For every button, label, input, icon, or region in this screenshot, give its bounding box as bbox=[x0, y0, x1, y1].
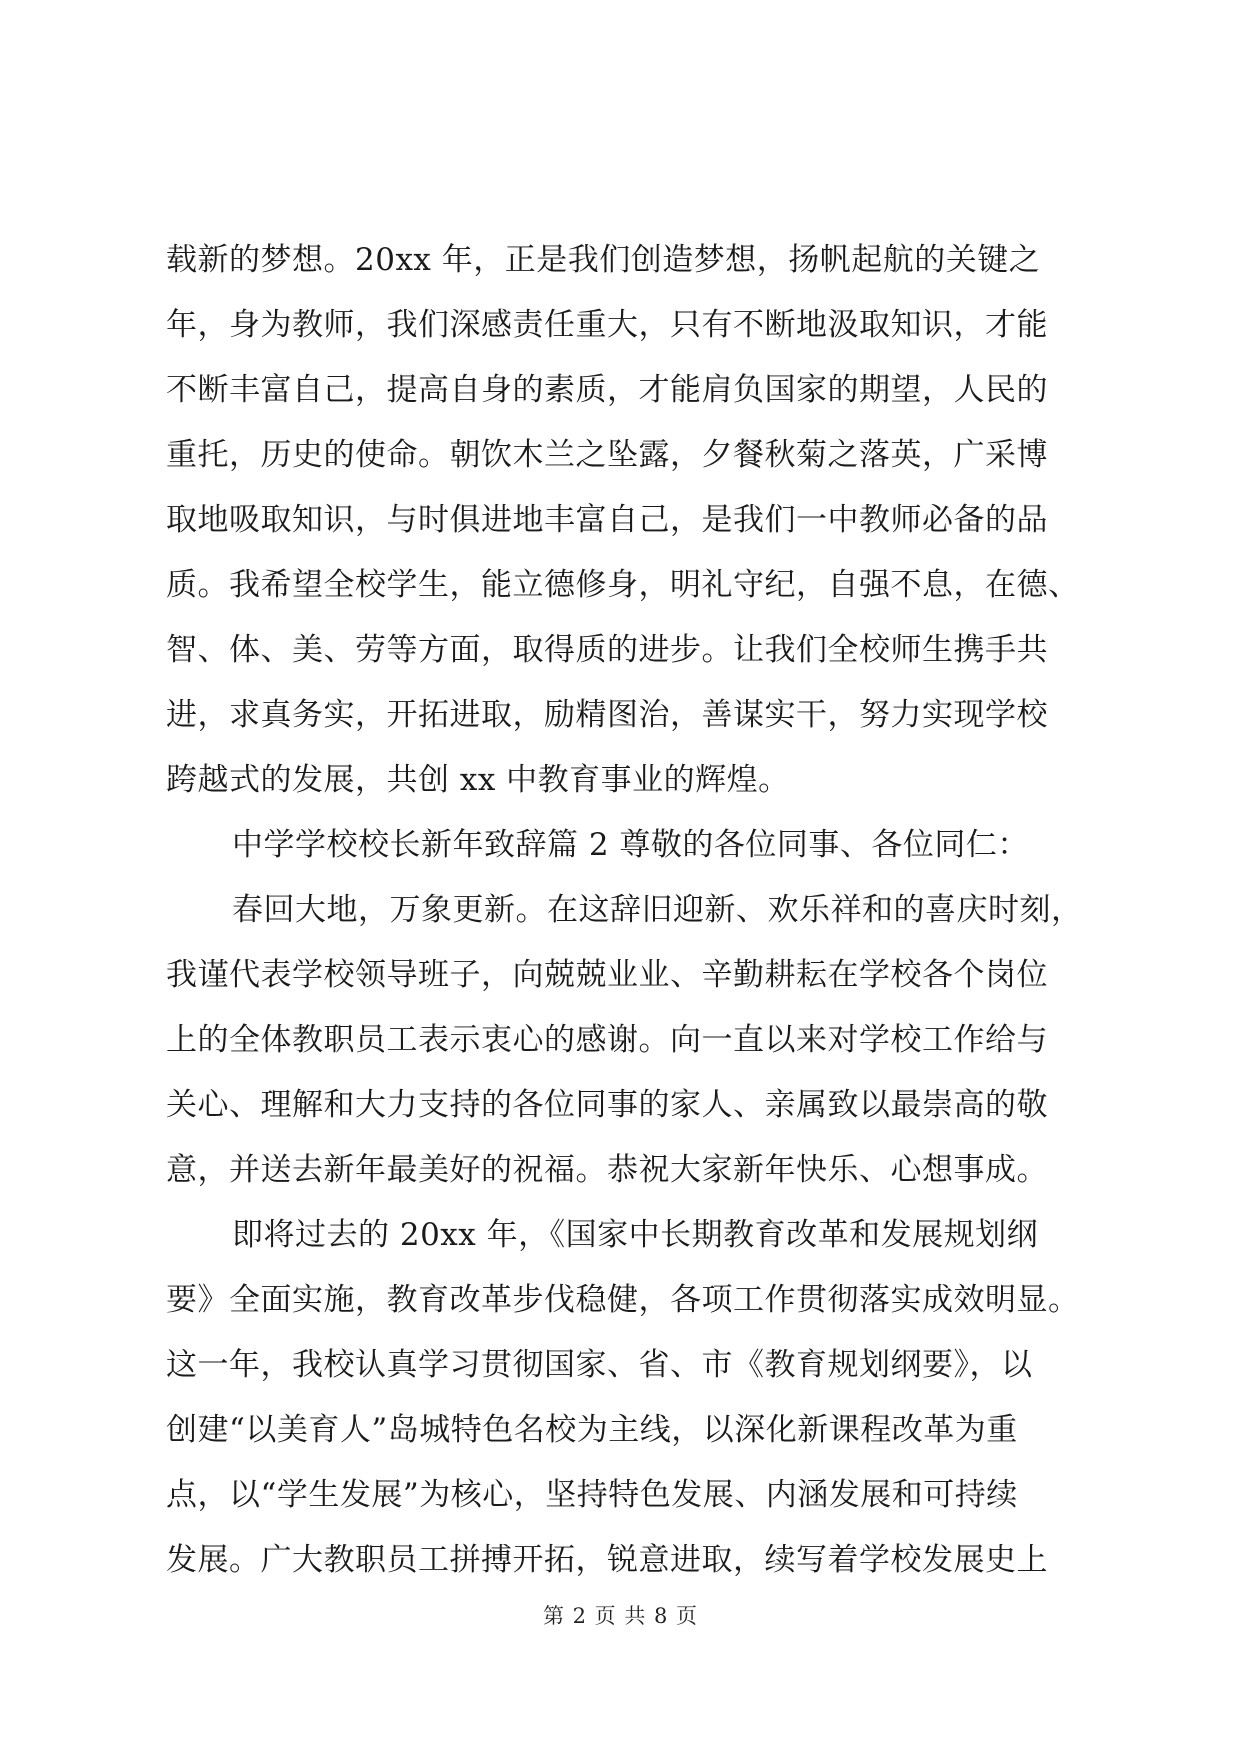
text-line: 质。我希望全校学生，能立德修身，明礼守纪，自强不息，在德、 bbox=[166, 567, 1080, 603]
text-line: 跨越式的发展，共创 xx 中教育事业的辉煌。 bbox=[166, 762, 790, 798]
body-text bbox=[166, 228, 1083, 1593]
text-line: 创建“以美育人”岛城特色名校为主线，以深化新课程改革为重 bbox=[166, 1412, 1018, 1448]
text-line: 意，并送去新年最美好的祝福。恭祝大家新年快乐、心想事成。 bbox=[166, 1152, 1048, 1188]
text-line: 点，以“学生发展”为核心，坚持特色发展、内涵发展和可持续 bbox=[166, 1477, 1018, 1513]
section-heading: 中学学校校长新年致辞篇 2 尊敬的各位同事、各位同仁： bbox=[232, 827, 1029, 863]
text-line: 发展。广大教职员工拼搏开拓，锐意进取，续写着学校发展史上 bbox=[166, 1542, 1048, 1578]
text-line: 我谨代表学校领导班子，向兢兢业业、辛勤耕耘在学校各个岗位 bbox=[166, 957, 1048, 993]
text-line: 不断丰富自己，提高自身的素质，才能肩负国家的期望，人民的 bbox=[166, 372, 1048, 408]
text-line: 年，身为教师，我们深感责任重大，只有不断地汲取知识，才能 bbox=[166, 307, 1048, 343]
text-line: 关心、理解和大力支持的各位同事的家人、亲属致以最崇高的敬 bbox=[166, 1087, 1048, 1123]
text-line: 取地吸取知识，与时俱进地丰富自己，是我们一中教师必备的品 bbox=[166, 502, 1048, 538]
text-line: 重托，历史的使命。朝饮木兰之坠露，夕餐秋菊之落英，广采博 bbox=[166, 437, 1048, 473]
paragraph-start: 即将过去的 20xx 年，《国家中长期教育改革和发展规划纲 bbox=[232, 1217, 1039, 1253]
text-line: 上的全体教职员工表示衷心的感谢。向一直以来对学校工作给与 bbox=[166, 1022, 1048, 1058]
text-line: 智、体、美、劳等方面，取得质的进步。让我们全校师生携手共 bbox=[166, 632, 1048, 668]
page-footer: 第 2 页 共 8 页 bbox=[542, 1604, 699, 1628]
text-line: 要》全面实施，教育改革步伐稳健，各项工作贯彻落实成效明显。 bbox=[166, 1282, 1080, 1318]
text-line: 进，求真务实，开拓进取，励精图治，善谋实干，努力实现学校 bbox=[166, 697, 1048, 733]
paragraph-start: 春回大地，万象更新。在这辞旧迎新、欢乐祥和的喜庆时刻， bbox=[232, 892, 1083, 928]
text-line: 这一年，我校认真学习贯彻国家、省、市《教育规划纲要》，以 bbox=[166, 1347, 1033, 1383]
text-line: 载新的梦想。20xx 年，正是我们创造梦想，扬帆起航的关键之 bbox=[166, 242, 1041, 278]
